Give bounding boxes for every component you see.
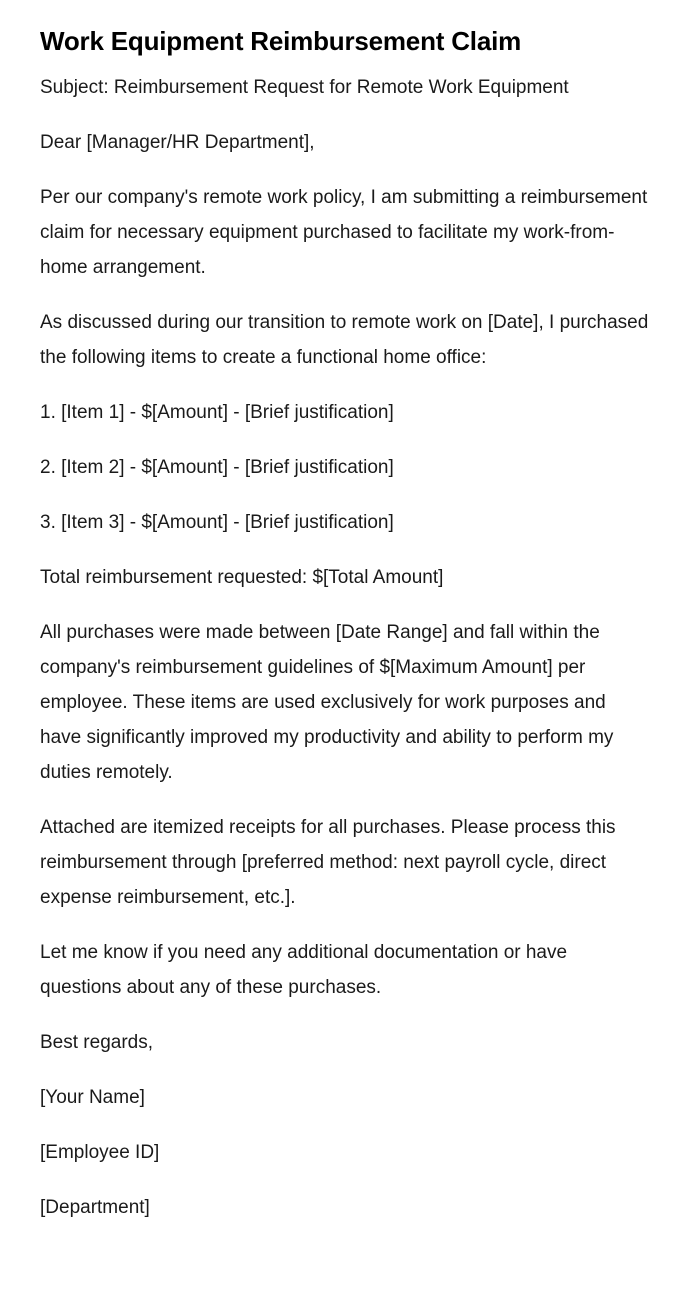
- signature-department: [Department]: [40, 1197, 150, 1218]
- list-item: 1. [Item 1] - $[Amount] - [Brief justification]: [40, 402, 394, 423]
- document-title: Work Equipment Reimbursement Claim: [40, 26, 522, 56]
- context-paragraph: As discussed during our transition to remote work on [Date], I purchased the following items to create a functional home office:: [40, 312, 649, 368]
- list-item: 3. [Item 3] - $[Amount] - [Brief justification]: [40, 512, 394, 533]
- attachments-paragraph: Attached are itemized receipts for all purchases. Please process this reimbursement through [preferred method: next payroll cycle, direct expense reimbursement, etc.].: [40, 817, 616, 908]
- total-line: Total reimbursement requested: $[Total Amount]: [40, 567, 444, 588]
- subject-line: Subject: Reimbursement Request for Remote Work Equipment: [40, 77, 569, 98]
- closing-note: Let me know if you need any additional documentation or have questions about any of these purchases.: [40, 942, 568, 998]
- policy-paragraph: All purchases were made between [Date Range] and fall within the company's reimbursement guidelines of $[Maximum Amount] per employee. These items are used exclusively for work purposes and have significantly improved my productivity and ability to perform my duties remotely.: [40, 622, 614, 783]
- intro-paragraph: Per our company's remote work policy, I am submitting a reimbursement claim for necessary equipment purchased to facilitate my work-from-home arrangement.: [40, 187, 648, 278]
- list-item: 2. [Item 2] - $[Amount] - [Brief justification]: [40, 457, 394, 478]
- signature-employee-id: [Employee ID]: [40, 1142, 160, 1163]
- signoff: Best regards,: [40, 1032, 153, 1053]
- signature-name: [Your Name]: [40, 1087, 145, 1108]
- document-page: [40, 22, 650, 1245]
- salutation: Dear [Manager/HR Department],: [40, 132, 315, 153]
